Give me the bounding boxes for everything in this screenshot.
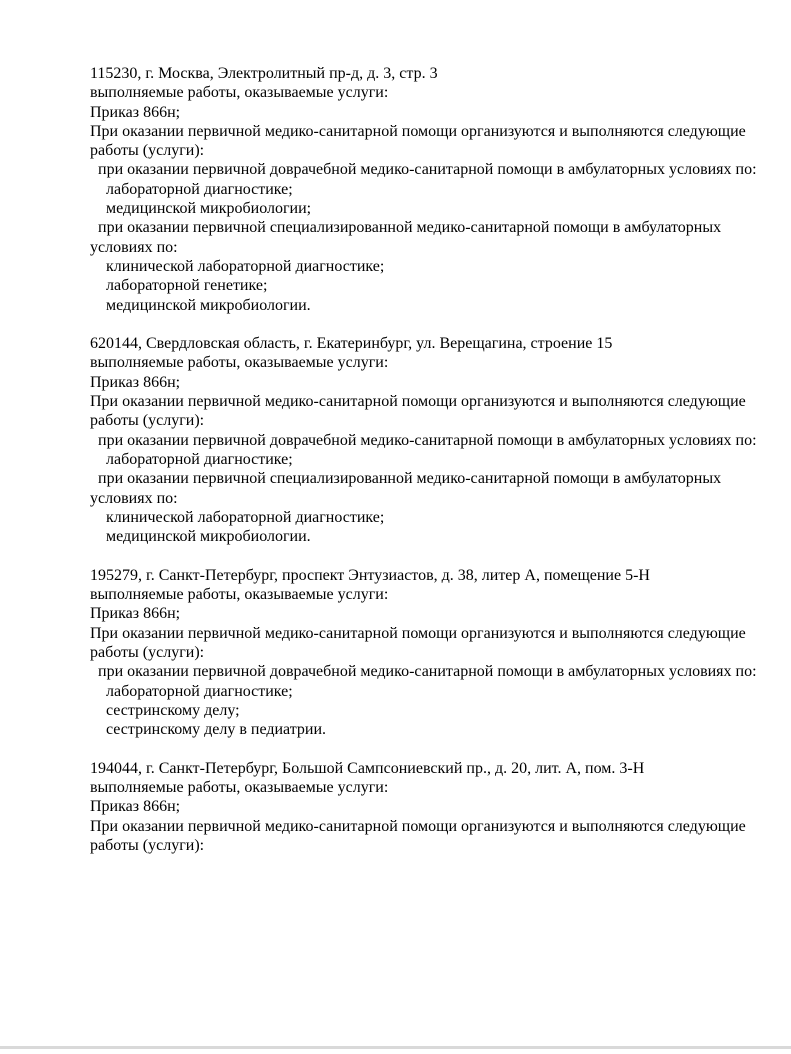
license-site-block	[90, 566, 768, 740]
license-works-list	[90, 64, 768, 874]
work-service-line: лабораторной диагностике;	[90, 180, 293, 198]
work-service-line: медицинской микробиологии;	[90, 200, 312, 218]
work-service-line: лабораторной диагностике;	[90, 682, 293, 700]
work-service-line: при оказании первичной специализированной медико-санитарной помощи в амбулаторных условиях по:	[90, 470, 726, 507]
site-address: 620144, Свердловская область, г. Екатеринбург, ул. Верещагина, строение 15	[90, 335, 613, 353]
site-address: 194044, г. Санкт-Петербург, Большой Сампсониевский пр., д. 20, лит. А, пом. 3-Н	[90, 759, 645, 777]
work-service-line: При оказании первичной медико-санитарной помощи организуются и выполняются следующие работы (услуги):	[90, 393, 750, 430]
work-service-line: медицинской микробиологии.	[90, 528, 311, 546]
license-site-block	[90, 334, 768, 546]
site-address: 115230, г. Москва, Электролитный пр-д, д. 3, стр. 3	[90, 65, 438, 82]
work-service-line: сестринскому делу;	[90, 701, 240, 719]
work-service-line: медицинской микробиологии.	[90, 296, 311, 314]
work-service-line: Приказ 866н;	[90, 605, 181, 623]
site-address: 195279, г. Санкт-Петербург, проспект Энтузиастов, д. 38, литер А, помещение 5-Н	[90, 566, 650, 584]
work-service-line: При оказании первичной медико-санитарной помощи организуются и выполняются следующие работы (услуги):	[90, 624, 750, 661]
work-service-line: Приказ 866н;	[90, 798, 181, 816]
work-service-line: при оказании первичной доврачебной медико-санитарной помощи в амбулаторных условиях по:	[90, 161, 757, 179]
work-service-line: клинической лабораторной диагностике;	[90, 257, 385, 275]
license-site-block	[90, 759, 768, 855]
license-site-block	[90, 64, 768, 315]
work-service-line: лабораторной диагностике;	[90, 450, 293, 468]
work-service-line: При оказании первичной медико-санитарной помощи организуются и выполняются следующие работы (услуги):	[90, 122, 750, 160]
work-service-line: выполняемые работы, оказываемые услуги:	[90, 586, 389, 604]
work-service-line: лабораторной генетике;	[90, 277, 268, 295]
work-service-line: выполняемые работы, оказываемые услуги:	[90, 778, 389, 796]
work-service-line: При оказании первичной медико-санитарной помощи организуются и выполняются следующие работы (услуги):	[90, 817, 750, 854]
work-service-line: клинической лабораторной диагностике;	[90, 508, 385, 526]
work-service-line: при оказании первичной доврачебной медико-санитарной помощи в амбулаторных условиях по:	[90, 663, 757, 681]
work-service-line: выполняемые работы, оказываемые услуги:	[90, 354, 389, 372]
work-service-line: при оказании первичной доврачебной медико-санитарной помощи в амбулаторных условиях по:	[90, 431, 757, 449]
work-service-line: Приказ 866н;	[90, 103, 181, 121]
bottom-divider	[0, 1046, 791, 1049]
work-service-line: Приказ 866н;	[90, 373, 181, 391]
work-service-line: сестринскому делу в педиатрии.	[90, 721, 327, 739]
work-service-line: при оказании первичной специализированной медико-санитарной помощи в амбулаторных условиях по:	[90, 219, 726, 256]
work-service-line: выполняемые работы, оказываемые услуги:	[90, 84, 389, 102]
